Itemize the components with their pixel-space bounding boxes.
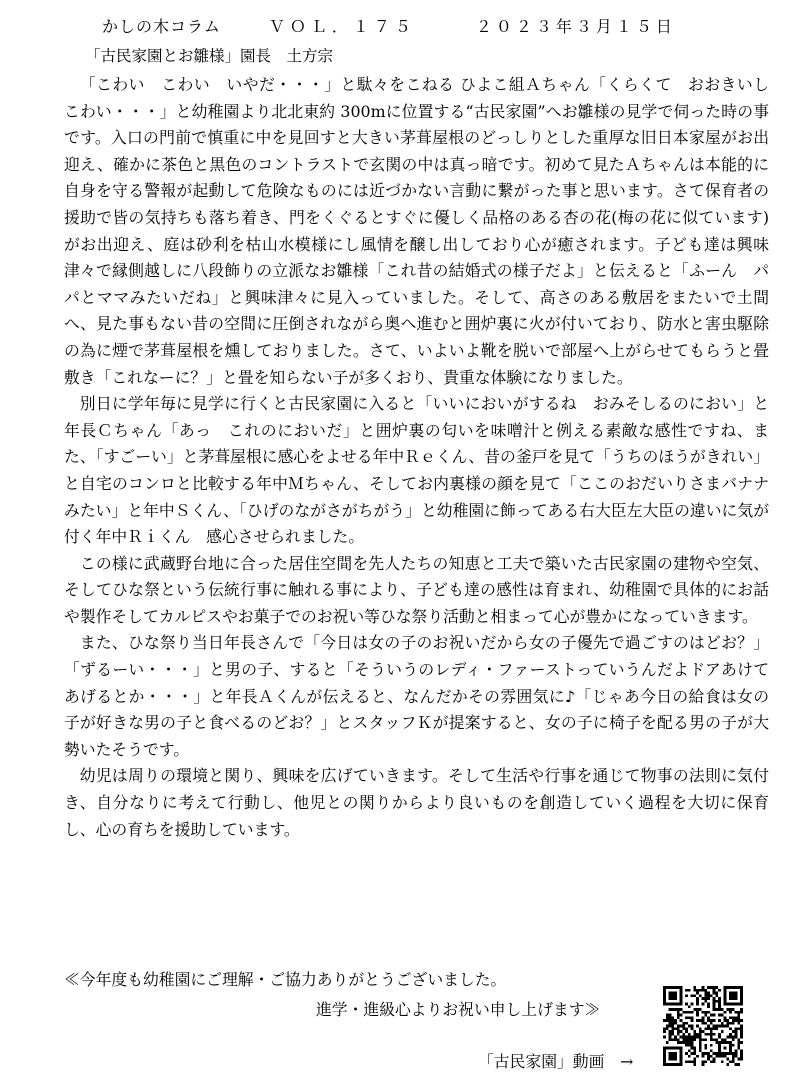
- closing-thanks: ≪今年度も幼稚園にご理解・ご協力ありがとうございました。: [64, 970, 507, 989]
- volume-number: ＶＯＬ．１７５: [268, 17, 416, 36]
- paragraph: この様に武蔵野台地に合った居住空間を先人たちの知恵と工夫で築いた古民家園の建物や空気、そしてひな祭という伝統行事に触れる事により、子ども達の感性は育まれ、幼稚園で具体的にお話や製作そしてカルピスやお菓子でのお祝い等ひな祭り活動と相まって心が豊かになっていきます。: [64, 553, 769, 626]
- closing-congratulations: 進学・進級心よりお祝い申し上げます≫: [316, 1000, 601, 1019]
- article-body: [64, 72, 785, 843]
- paragraph: 「こわい こわい いやだ・・・」と駄々をこねる ひよこ組Ａちゃん「くらくて おおきいし こわい・・・」と幼稚園より北北東約 300mに位置する“古民家園”へお雛様の見学で伺った時の事です。入口の門前で慎重に中を見回すと大きい茅葺屋根のどっしりとした重厚な旧日本家屋がお出迎え、確かに茶色と黒色のコントラストで玄関の中は真っ暗です。初めて見たＡちゃんは本能的に自身を守る警報が起動して危険なものには近づかない言動に繋がった事と思います。さて保育者の援助で皆の気持ちも落ち着き、門をくぐるとすぐに優しく品格のある杏の花(梅の花に似ています)がお出迎え、庭は砂利を枯山水模様にし風情を醸し出しており心が癒されます。子ども達は興味津々で縁側越しに八段飾りの立派なお雛様「これ昔の結婚式の様子だよ」と伝えると「ふーん パパとママみたいだね」と興味津々に見入っていました。そして、高さのある敷居をまたいで土間へ、見た事もない昔の空間に圧倒されながら奥へ進むと囲炉裏に火が付いており、防水と害虫駆除の為に煙で茅葺屋根を燻しておりました。さて、いよいよ靴を脱いで部屋へ上がらせてもらうと畳敷き「これなーに？」と畳を知らない子が多くおり、貴重な体験になりました。: [64, 75, 785, 387]
- column-header: [102, 14, 742, 37]
- column-name: かしの木コラム: [102, 17, 221, 36]
- paragraph: 別日に学年毎に見学に行くと古民家園に入ると「いいにおいがするね おみそしるのにおい」と年長Ｃちゃん「あっ これのにおいだ」と囲炉裏の匂いを味噌汁と例える素敵な感性ですね、また、「すごーい」と茅葺屋根に感心をよせる年中Ｒｅくん、昔の釜戸を見て「うちのほうがきれい」と自宅のコンロと比較する年中Ｍちゃん、そしてお内裏様の顔を見て「ここのおだいりさまバナナみたい」と年中Ｓくん、「ひげのながさがちがう」と幼稚園に飾ってある右大臣左大臣の違いに気が付く年中Ｒｉくん 感心させられました。: [64, 394, 769, 547]
- paragraph: 幼児は周りの環境と関り、興味を広げていきます。そして生活や行事を通じて物事の法則に気付き、自分なりに考えて行動し、他児との関りからより良いものを創造していく過程を大切に保育し、心の育ちを援助しています。: [64, 766, 769, 839]
- title-author-line: 「古民家園とお雛様」園長 土方宗: [85, 47, 334, 65]
- qr-code-icon[interactable]: [663, 986, 743, 1066]
- video-caption: 「古民家園」動画 →: [478, 1052, 634, 1071]
- issue-date: ２０２３年３月１５日: [475, 17, 676, 36]
- paragraph: また、ひな祭り当日年長さんで「今日は女の子のお祝いだから女の子優先で過ごすのはどお？」「ずるーい・・・」と男の子、すると「そういうのレディ・ファーストっていうんだよドアあけてあげるとか・・・」と年長Ａくんが伝えると、なんだかその雰囲気に♪「じゃあ今日の給食は女の子が好きな男の子と食べるのどお？」とスタッフＫが提案すると、女の子に椅子を配る男の子が大勢いたそうです。: [64, 633, 769, 759]
